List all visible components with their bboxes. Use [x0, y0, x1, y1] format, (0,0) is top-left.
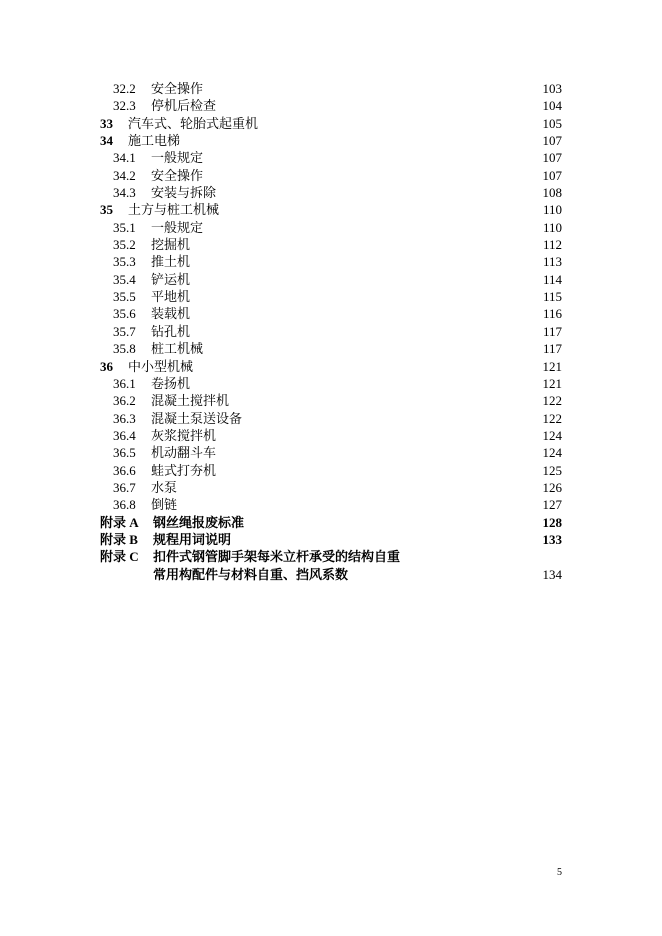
toc-entry-number: 35.4: [113, 271, 136, 287]
toc-entry-number: 36.2: [113, 393, 136, 409]
toc-entry-sub: [100, 323, 562, 340]
toc-entry-sub: [100, 496, 562, 513]
toc-entry-sub: [100, 288, 562, 305]
toc-entry-page: 113: [542, 254, 562, 270]
toc-entry-page: 112: [542, 237, 562, 253]
toc-entry-chapter: [100, 132, 562, 149]
toc-entry-page: 110: [542, 219, 562, 235]
toc-entry-sub: [100, 219, 562, 236]
toc-entry-page: 116: [542, 306, 562, 322]
toc-entry-number: 34: [100, 133, 113, 149]
toc-entry-title: 水泵: [151, 479, 178, 495]
toc-entry-number: 35.8: [113, 341, 136, 357]
toc-entry-number: 36.4: [113, 427, 136, 443]
toc-entry-page: 107: [542, 133, 562, 149]
toc-entry-sub: [100, 236, 562, 253]
toc-entry-title: 规程用词说明: [153, 531, 232, 547]
toc-entry-title: 灰浆搅拌机: [151, 427, 217, 443]
toc-entry-title: 桩工机械: [151, 341, 204, 357]
toc-entry-sub: [100, 271, 562, 288]
toc-entry-title: 卷扬机: [151, 375, 191, 391]
toc-entry-sub: [100, 340, 562, 357]
toc-entry-sub: [100, 462, 562, 479]
toc-entry-page: 126: [542, 479, 562, 495]
toc-entry-chapter: [100, 115, 562, 132]
toc-entry-sub: [100, 80, 562, 97]
toc-entry-sub: [100, 253, 562, 270]
toc-entry-number: 36.6: [113, 462, 136, 478]
toc-entry-number: 32.3: [113, 98, 136, 114]
toc-entry-page: 124: [542, 445, 562, 461]
toc-entry-title: 安全操作: [151, 167, 204, 183]
toc-entry-sub: [100, 444, 562, 461]
toc-entry-number: 33: [100, 115, 113, 131]
toc-entry-sub: [100, 427, 562, 444]
toc-entry-chapter: [100, 358, 562, 375]
toc-entry-sub: [100, 149, 562, 166]
toc-entry-appendix: [100, 514, 562, 531]
toc-entry-number: 36.3: [113, 410, 136, 426]
table-of-contents: [100, 80, 562, 583]
toc-entry-page: 127: [542, 497, 562, 513]
toc-entry-number: 34.2: [113, 167, 136, 183]
toc-entry-number: 35.5: [113, 289, 136, 305]
toc-entry-page: 105: [542, 115, 562, 131]
toc-entry-title: 土方与桩工机械: [128, 202, 220, 218]
toc-entry-page: 115: [542, 289, 562, 305]
toc-entry-page: 107: [542, 150, 562, 166]
toc-entry-title: 扣件式钢管脚手架每米立杆承受的结构自重: [153, 549, 401, 565]
toc-entry-cont: [100, 566, 562, 583]
toc-entry-page: 121: [542, 358, 562, 374]
toc-entry-page: 104: [542, 98, 562, 114]
toc-entry-sub: [100, 97, 562, 114]
toc-entry-chapter: [100, 201, 562, 218]
toc-entry-page: 117: [542, 341, 562, 357]
toc-entry-number: 34.1: [113, 150, 136, 166]
toc-entry-sub: [100, 184, 562, 201]
toc-entry-number: 附录 A: [100, 514, 139, 530]
toc-entry-sub: [100, 167, 562, 184]
toc-entry-page: 122: [542, 393, 562, 409]
toc-entry-title: 施工电梯: [128, 133, 181, 149]
toc-entry-title: 推土机: [151, 254, 191, 270]
toc-entry-number: 36.5: [113, 445, 136, 461]
toc-entry-title: 混凝土搅拌机: [151, 393, 230, 409]
toc-entry-page: 110: [542, 202, 562, 218]
toc-entry-page: 128: [542, 514, 562, 530]
toc-entry-page: 114: [542, 271, 562, 287]
toc-entry-page: 103: [542, 81, 562, 96]
toc-entry-number: 35.6: [113, 306, 136, 322]
toc-entry-number: 36.8: [113, 497, 136, 513]
toc-entry-title: 中小型机械: [128, 358, 194, 374]
toc-entry-number: 35.3: [113, 254, 136, 270]
toc-entry-title: 挖掘机: [151, 237, 191, 253]
toc-entry-number: 32.2: [113, 81, 136, 96]
toc-entry-number: 36.7: [113, 479, 136, 495]
toc-entry-title: 钻孔机: [151, 323, 191, 339]
toc-entry-title: 蛙式打夯机: [151, 462, 217, 478]
toc-entry-number: 35.1: [113, 219, 136, 235]
page-number: 5: [557, 867, 562, 878]
toc-entry-number: 35: [100, 202, 113, 218]
toc-entry-title: 安全操作: [151, 81, 204, 96]
toc-entry-title: 汽车式、轮胎式起重机: [128, 115, 259, 131]
toc-entry-appendix: [100, 548, 562, 565]
toc-entry-sub: [100, 392, 562, 409]
toc-entry-title: 一般规定: [151, 150, 204, 166]
toc-entry-number: 35.2: [113, 237, 136, 253]
toc-entry-number: 36.1: [113, 375, 136, 391]
toc-entry-sub: [100, 375, 562, 392]
toc-entry-sub: [100, 410, 562, 427]
toc-entry-number: 36: [100, 358, 113, 374]
toc-entry-page: 107: [542, 167, 562, 183]
toc-entry-page: 125: [542, 462, 562, 478]
toc-entry-title: 平地机: [151, 289, 191, 305]
toc-entry-title: 钢丝绳报废标准: [153, 514, 245, 530]
toc-entry-title: 混凝土泵送设备: [151, 410, 243, 426]
toc-entry-number: 附录 C: [100, 549, 139, 565]
toc-entry-title: 一般规定: [151, 219, 204, 235]
toc-entry-page: 108: [542, 185, 562, 201]
toc-entry-page: 133: [542, 531, 562, 547]
toc-entry-sub: [100, 305, 562, 322]
toc-entry-number: 35.7: [113, 323, 136, 339]
toc-entry-title: 常用构配件与材料自重、挡风系数: [153, 566, 349, 582]
toc-entry-sub: [100, 479, 562, 496]
toc-entry-appendix: [100, 531, 562, 548]
toc-entry-title: 装载机: [151, 306, 191, 322]
toc-entry-page: 124: [542, 427, 562, 443]
toc-entry-title: 机动翻斗车: [151, 445, 217, 461]
toc-entry-page: 121: [542, 375, 562, 391]
toc-entry-title: 倒链: [151, 497, 178, 513]
toc-entry-title: 停机后检查: [151, 98, 217, 114]
toc-entry-page: 117: [542, 323, 562, 339]
toc-entry-number: 34.3: [113, 185, 136, 201]
toc-entry-title: 铲运机: [151, 271, 191, 287]
toc-entry-number: 附录 B: [100, 531, 138, 547]
toc-entry-page: 122: [542, 410, 562, 426]
toc-entry-page: 134: [542, 566, 562, 582]
toc-entry-title: 安装与拆除: [151, 185, 217, 201]
